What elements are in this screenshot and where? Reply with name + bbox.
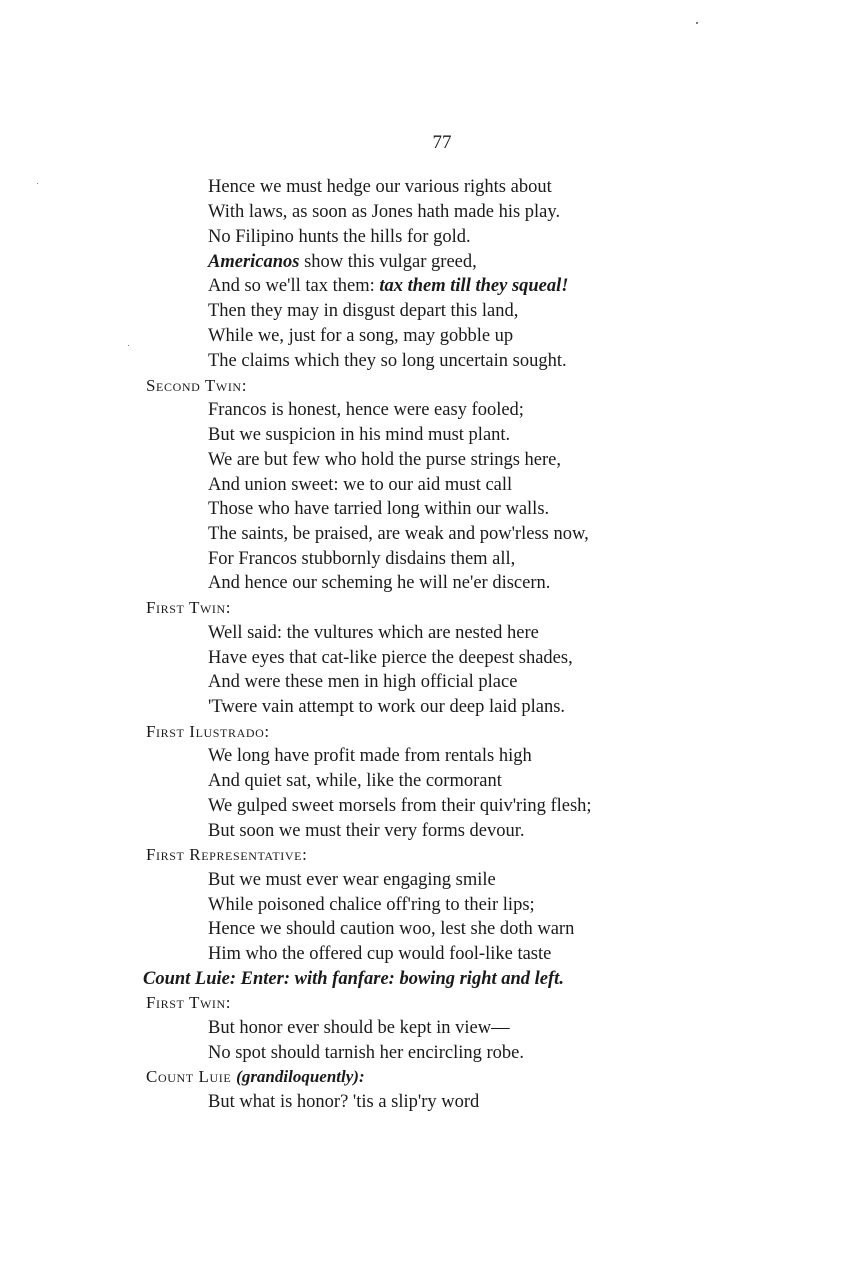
speaker-direction: (grandiloquently): [236, 1067, 365, 1086]
speaker-name: Count Luie [146, 1067, 237, 1086]
verse-line: With laws, as soon as Jones hath made his play. [208, 202, 561, 222]
verse-line: Those who have tarried long within our walls. [208, 499, 550, 519]
stage-direction: Count Luie: Enter: with fanfare: bowing right and left. [143, 969, 564, 989]
verse-line: 'Twere vain attempt to work our deep laid plans. [208, 697, 566, 717]
verse-emphasis: tax them till they squeal! [379, 276, 569, 296]
verse-line: And were these men in high official place [208, 672, 518, 692]
verse-line: And quiet sat, while, like the cormorant [208, 771, 502, 791]
verse-line: We gulped sweet morsels from their quiv'ring flesh; [208, 796, 592, 816]
page-number: 77 [432, 132, 452, 153]
verse-line: And union sweet: we to our aid must call [208, 475, 513, 495]
verse-line: The saints, be praised, are weak and pow'rless now, [208, 524, 589, 544]
speaker-label: Second Twin: [146, 376, 248, 395]
verse-line: Well said: the vultures which are nested here [208, 623, 539, 643]
print-speck [37, 183, 38, 184]
print-speck [696, 22, 698, 24]
verse-line: For Francos stubbornly disdains them all, [208, 549, 516, 569]
verse-line: But soon we must their very forms devour. [208, 821, 525, 841]
verse-line: But we suspicion in his mind must plant. [208, 425, 511, 445]
verse-line: We long have profit made from rentals high [208, 746, 532, 766]
verse-line: We are but few who hold the purse strings here, [208, 450, 561, 470]
speaker-label: First Twin: [146, 993, 232, 1012]
verse-line: Then they may in disgust depart this land, [208, 301, 519, 321]
verse-line: But honor ever should be kept in view— [208, 1018, 510, 1038]
verse-line: Him who the offered cup would fool-like taste [208, 944, 552, 964]
verse-line [208, 250, 477, 274]
verse-line: Hence we should caution woo, lest she doth warn [208, 919, 575, 939]
verse-line: The claims which they so long uncertain sought. [208, 351, 567, 371]
verse-text: show this vulgar greed, [299, 252, 477, 272]
verse-line: While we, just for a song, may gobble up [208, 326, 514, 346]
verse-line: But we must ever wear engaging smile [208, 870, 496, 890]
verse-line [208, 274, 568, 298]
verse-line: Have eyes that cat-like pierce the deepest shades, [208, 648, 573, 668]
verse-line: Hence we must hedge our various rights about [208, 177, 552, 197]
verse-line: While poisoned chalice off'ring to their lips; [208, 895, 535, 915]
verse-text: And so we'll tax them: [208, 276, 380, 296]
verse-emphasis: Americanos [208, 252, 300, 272]
speaker-label: First Ilustrado: [146, 722, 270, 741]
speaker-label: First Twin: [146, 598, 232, 617]
verse-line: And hence our scheming he will ne'er discern. [208, 573, 551, 593]
speaker-label: First Representative: [146, 845, 308, 864]
print-speck [128, 345, 129, 346]
speaker-label [146, 1065, 365, 1089]
verse-line: No Filipino hunts the hills for gold. [208, 227, 471, 247]
verse-line: But what is honor? 'tis a slip'ry word [208, 1092, 480, 1112]
verse-line: No spot should tarnish her encircling robe. [208, 1043, 524, 1063]
verse-line: Francos is honest, hence were easy fooled; [208, 400, 524, 420]
